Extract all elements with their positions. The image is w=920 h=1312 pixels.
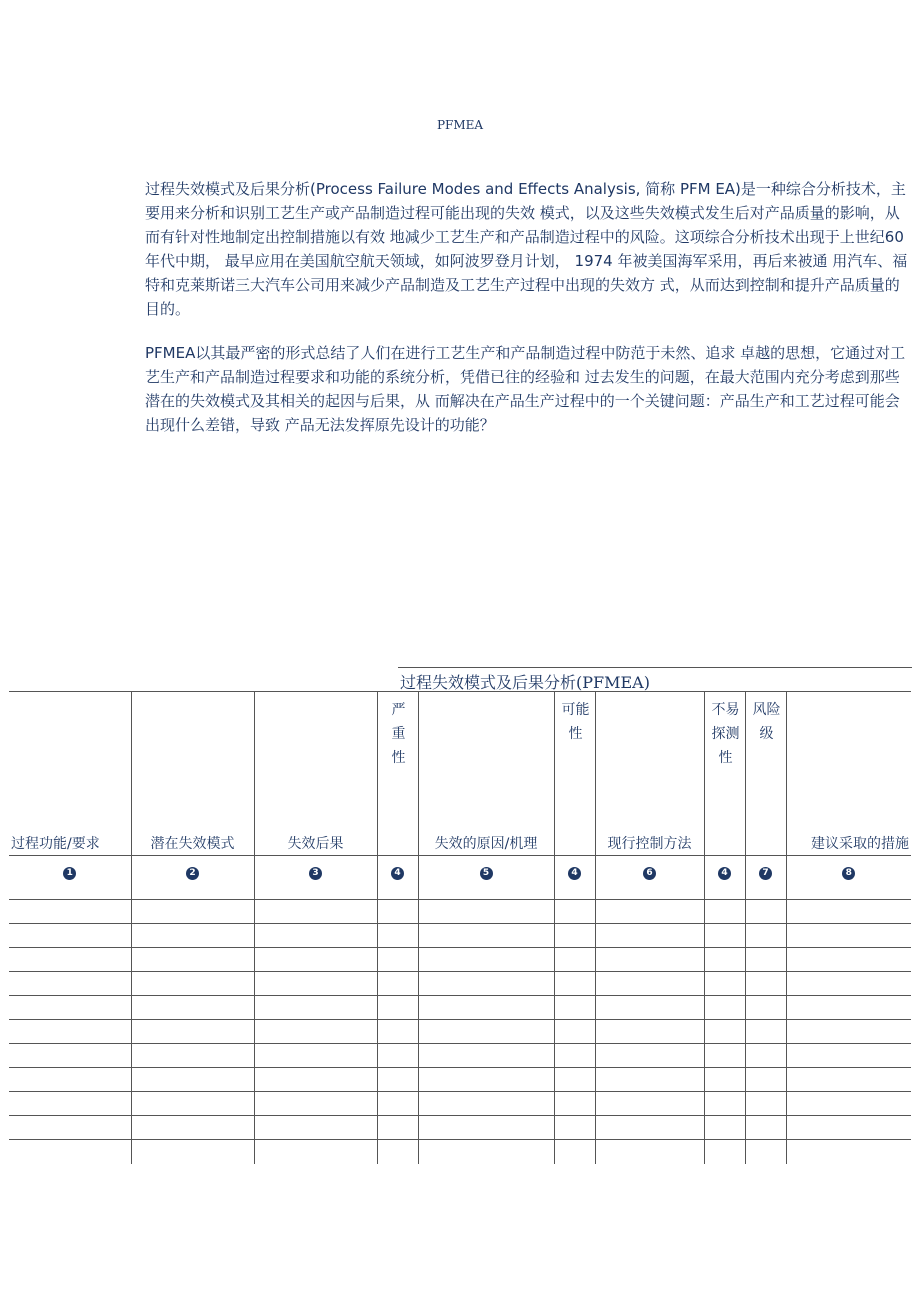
table-number-row bbox=[9, 856, 911, 900]
col-header-process-function: 过程功能/要求 bbox=[9, 692, 131, 856]
col-header-risk-level: 风险级 bbox=[745, 692, 786, 856]
table-row bbox=[9, 972, 911, 996]
column-number-badge: 7 bbox=[759, 867, 772, 880]
column-number-badge: 3 bbox=[309, 867, 322, 880]
column-number-badge: 1 bbox=[63, 867, 76, 880]
table-header-row bbox=[9, 692, 911, 856]
column-number-badge: 6 bbox=[643, 867, 656, 880]
col-header-failure-cause: 失效的原因/机理 bbox=[418, 692, 554, 856]
col-header-detection: 不易探测性 bbox=[704, 692, 745, 856]
column-number-badge: 4 bbox=[718, 867, 731, 880]
col-header-failure-mode: 潜在失效模式 bbox=[131, 692, 254, 856]
table-title: 过程失效模式及后果分析(PFMEA) bbox=[398, 667, 912, 693]
table-row bbox=[9, 1020, 911, 1044]
table-row bbox=[9, 1044, 911, 1068]
table-row bbox=[9, 1116, 911, 1140]
summary-paragraph: PFMEA以其最严密的形式总结了人们在进行工艺生产和产品制造过程中防范于未然、追求 卓越的思想，它通过对工艺生产和产品制造过程要求和功能的系统分析，凭借已往的经验和 过去发生的问题，在最大范围内充分考虑到那些潜在的失效模式及其相关的起因与后果，从 而解决在产品生产过程中的一个关键问题：产品生产和工艺过程可能会出现什么差错，导致 产品无法发挥原先设计的功能？ bbox=[145, 344, 906, 434]
col-header-current-controls: 现行控制方法 bbox=[595, 692, 704, 856]
col-header-recommended-actions: 建议采取的措施 bbox=[786, 692, 911, 856]
table-row bbox=[9, 900, 911, 924]
col-header-severity: 严重性 bbox=[377, 692, 418, 856]
column-number-badge: 4 bbox=[568, 867, 581, 880]
table-row bbox=[9, 948, 911, 972]
table-row bbox=[9, 996, 911, 1020]
table-row bbox=[9, 1140, 911, 1164]
column-number-badge: 8 bbox=[842, 867, 855, 880]
column-number-badge: 2 bbox=[186, 867, 199, 880]
col-header-occurrence: 可能性 bbox=[554, 692, 595, 856]
table-row bbox=[9, 924, 911, 948]
col-header-failure-effect: 失效后果 bbox=[254, 692, 377, 856]
intro-paragraph: 过程失效模式及后果分析(Process Failure Modes and Effects Analysis, 简称 PFM EA)是一种综合分析技术，主要用来分析和识别工艺生产或产品制造过程可能出现的失效 模式，以及这些失效模式发生后对产品质量的影响，从而有针对性地制定出控制措施以有效 地减少工艺生产和产品制造过程中的风险。这项综合分析技术出现于上世纪60 年代中期， 最早应用在美国航空航天领域，如阿波罗登月计划， 1974 年被美国海军采用，再后来被通 用汽车、福特和克莱斯诺三大汽车公司用来减少产品制造及工艺生产过程中出现的失效方 式，从而达到控制和提升产品质量的目的。 bbox=[145, 180, 908, 318]
page-header-title: PFMEA bbox=[436, 118, 484, 132]
pfmea-table bbox=[9, 691, 911, 1164]
column-number-badge: 5 bbox=[480, 867, 493, 880]
table-row bbox=[9, 1068, 911, 1092]
column-number-badge: 4 bbox=[391, 867, 404, 880]
table-row bbox=[9, 1092, 911, 1116]
